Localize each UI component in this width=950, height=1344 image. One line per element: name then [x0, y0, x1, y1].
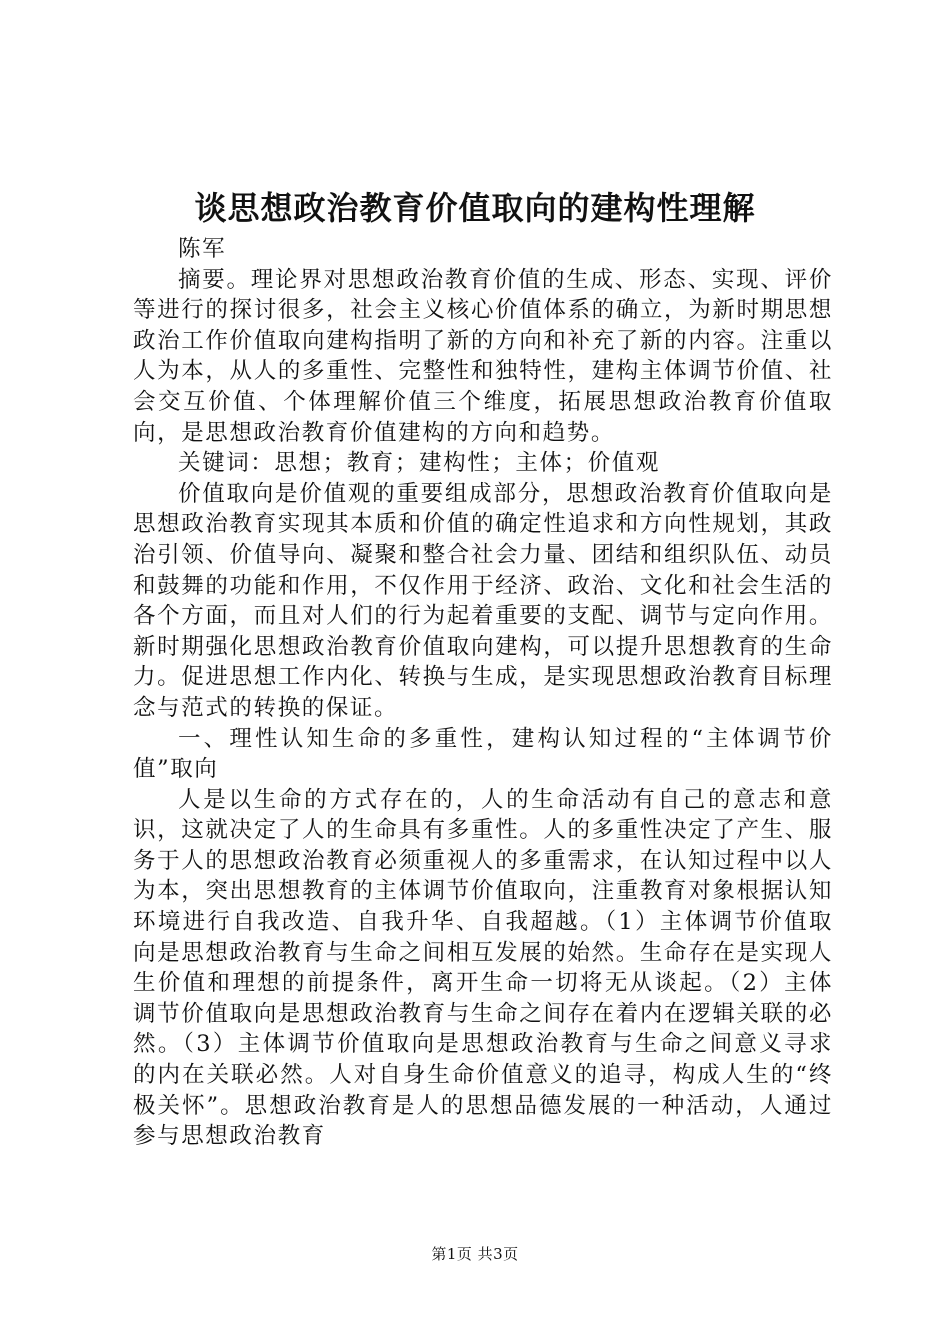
body-paragraph: 人是以生命的方式存在的，人的生命活动有自己的意志和意识，这就决定了人的生命具有多重性。人的多重性决定了产生、服务于人的思想政治教育必须重视人的多重需求，在认知过程中以人为本，突出思想教育的主体调节价值取向，注重教育对象根据认知环境进行自我改造、自我升华、自我超越。（1）主体调节价值取向是思想政治教育与生命之间相互发展的始然。生命存在是实现人生价值和理想的前提条件，离开生命一切将无从谈起。（2）主体调节价值取向是思想政治教育与生命之间存在着内在逻辑关联的必然。（3）主体调节价值取向是思想政治教育与生命之间意义寻求的内在关联必然。人对自身生命价值意义的追寻，构成人生的“终极关怀”。思想政治教育是人的思想品德发展的一种活动，人通过参与思想政治教育	[133, 786, 833, 1150]
document-body	[133, 234, 833, 1152]
keywords-line: 关键词：思想；教育；建构性；主体；价值观	[178, 450, 661, 477]
document-title: 谈思想政治教育价值取向的建构性理解	[194, 189, 756, 227]
author-line: 陈军	[178, 236, 227, 262]
section-heading: 一、理性认知生命的多重性，建构认知过程的“主体调节价值”取向	[133, 725, 833, 783]
abstract-paragraph: 摘要。理论界对思想政治教育价值的生成、形态、实现、评价等进行的探讨很多，社会主义核心价值体系的确立，为新时期思想政治工作价值取向建构指明了新的方向和补充了新的内容。注重以人为本，从人的多重性、完整性和独特性，建构主体调节价值、社会交互价值、个体理解价值三个维度，拓展思想政治教育价值取向，是思想政治教育价值建构的方向和趋势。	[133, 266, 833, 446]
page-footer: 第1页 共3页	[431, 1245, 519, 1263]
body-paragraph: 价值取向是价值观的重要组成部分，思想政治教育价值取向是思想政治教育实现其本质和价值的确定性追求和方向性规划，其政治引领、价值导向、凝聚和整合社会力量、团结和组织队伍、动员和鼓舞的功能和作用，不仅作用于经济、政治、文化和社会生活的各个方面，而且对人们的行为起着重要的支配、调节与定向作用。新时期强化思想政治教育价值取向建构，可以提升思想教育的生命力。促进思想工作内化、转换与生成，是实现思想政治教育目标理念与范式的转换的保证。	[133, 480, 833, 721]
